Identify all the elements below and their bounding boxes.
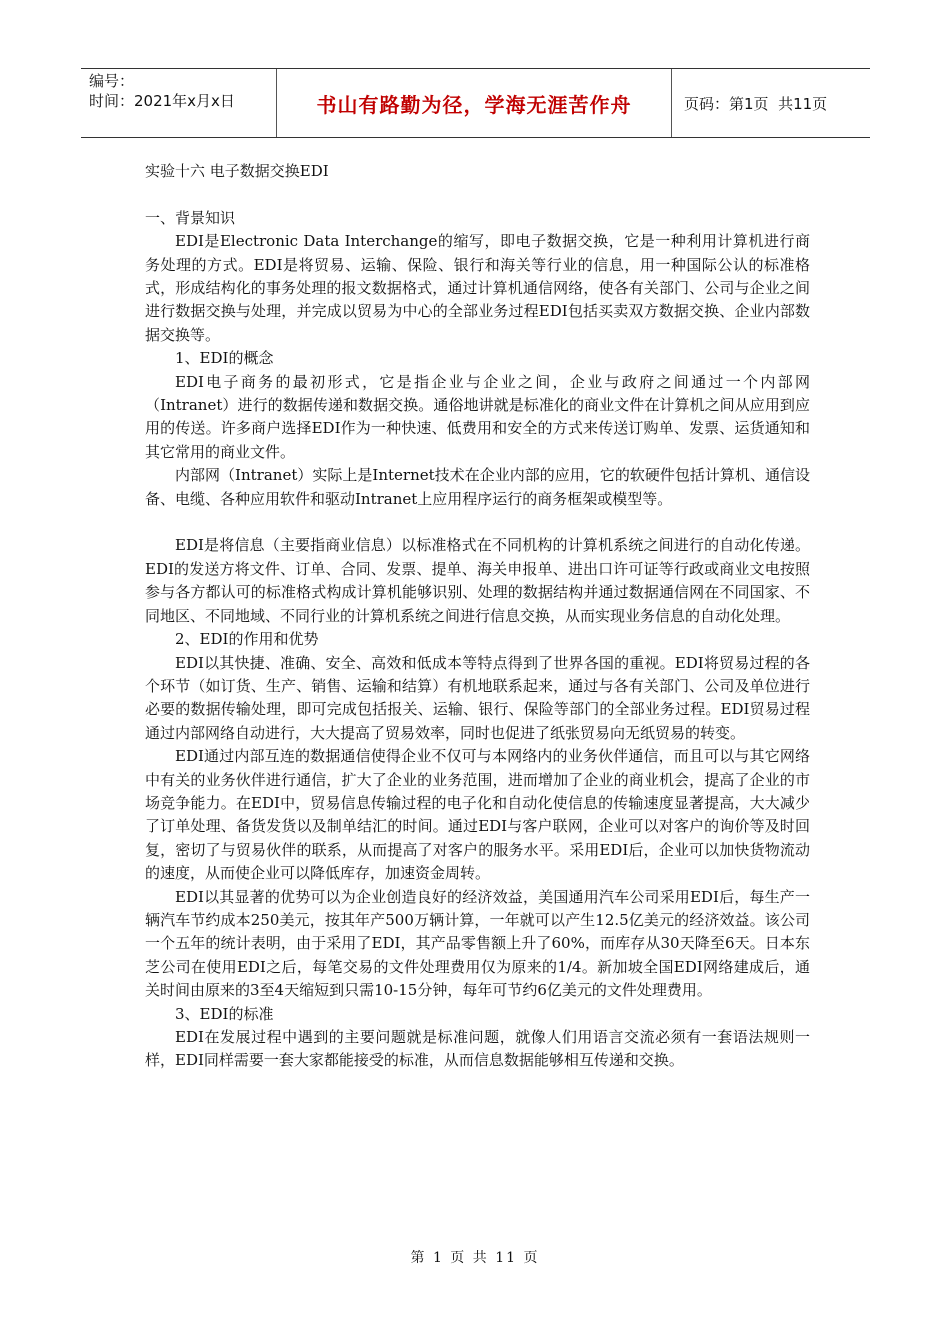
header-motto: 书山有路勤为径，学海无涯苦作舟 <box>277 69 672 137</box>
header-page-info-text: 页码：第1页 共11页 <box>684 94 828 113</box>
subsection-heading: 3、EDI的标准 <box>175 1004 274 1023</box>
paragraph: EDI电子商务的最初形式，它是指企业与企业之间，企业与政府之间通过一个内部网（Intranet）进行的数据传递和数据交换。通俗地讲就是标准化的商业文件在计算机之间从应用到应用的传送。许多商户选择EDI作为一种快速、低费用和安全的方式来传送订购单、发票、运货通知和其它常用的商业文件。 <box>145 372 810 461</box>
blank-line <box>145 511 810 534</box>
document-title: 实验十六 电子数据交换EDI <box>145 162 329 180</box>
header-page-info <box>672 69 870 137</box>
paragraph: EDI在发展过程中遇到的主要问题就是标准问题，就像人们用语言交流必须有一套语法规则一样，EDI同样需要一套大家都能接受的标准，从而信息数据能够相互传递和交换。 <box>145 1028 810 1070</box>
subsection-heading: 2、EDI的作用和优势 <box>175 630 319 649</box>
header-time-label: 时间：2021年x月x日 <box>89 92 235 110</box>
page-header <box>81 68 870 138</box>
page-footer: 第 1 页 共 11 页 <box>410 1250 540 1266</box>
paragraph: EDI以其显著的优势可以为企业创造良好的经济效益，美国通用汽车公司采用EDI后，每生产一辆汽车节约成本250美元，按其年产500万辆计算，一年就可以产生12.5亿美元的经济效益。该公司一个五年的统计表明，由于采用了EDI，其产品零售额上升了60%，而库存从30天降至6天。日本东芝公司在使用EDI之后，每笔交易的文件处理费用仅为原来的1/4。新加坡全国EDI网络建成后，通关时间由原来的3至4天缩短到只需10-15分钟，每年可节约6亿美元的文件处理费用。 <box>145 887 810 1000</box>
paragraph: EDI是Electronic Data Interchange的缩写，即电子数据交换，它是一种利用计算机进行商务处理的方式。EDI是将贸易、运输、保险、银行和海关等行业的信息，用一种国际公认的标准格式，形成结构化的事务处理的报文数据格式，通过计算机通信网络，使各有关部门、公司与企业之间进行数据交换与处理，并完成以贸易为中心的全部业务过程EDI包括买卖双方数据交换、企业内部数据交换等。 <box>145 232 810 344</box>
subsection-heading: 1、EDI的概念 <box>175 349 274 368</box>
header-meta <box>81 69 277 137</box>
section-heading: 一、背景知识 <box>145 208 236 227</box>
paragraph: 内部网（Intranet）实际上是Internet技术在企业内部的应用，它的软硬件包括计算机、通信设备、电缆、各种应用软件和驱动Intranet上应用程序运行的商务框架或模型等。 <box>145 466 810 508</box>
paragraph: EDI是将信息（主要指商业信息）以标准格式在不同机构的计算机系统之间进行的自动化传递。EDI的发送方将文件、订单、合同、发票、提单、海关申报单、进出口许可证等行政或商业文电按照参与各方都认可的标准格式构成计算机能够识别、处理的数据结构并通过数据通信网在不同国家、不同地区、不同地域、不同行业的计算机系统之间进行信息交换，从而实现业务信息的自动化处理。 <box>145 536 810 625</box>
paragraph: EDI通过内部互连的数据通信使得企业不仅可与本网络内的业务伙伴通信，而且可以与其它网络中有关的业务伙伴进行通信，扩大了企业的业务范围，进而增加了企业的商业机会，提高了企业的市场竞争能力。在EDI中，贸易信息传输过程的电子化和自动化使信息的传输速度显著提高，大大减少了订单处理、备货发货以及制单结汇的时间。通过EDI与客户联网，企业可以对客户的询价等及时回复，密切了与贸易伙伴的联系，从而提高了对客户的服务水平。采用EDI后，企业可以加快货物流动的速度，从而使企业可以降低库存，加速资金周转。 <box>145 747 810 883</box>
header-number-label: 编号： <box>89 72 135 90</box>
paragraph: EDI以其快捷、准确、安全、高效和低成本等特点得到了世界各国的重视。EDI将贸易过程的各个环节（如订货、生产、销售、运输和结算）有机地联系起来，通过与各有关部门、公司及单位进行必要的数据传输处理，即可完成包括报关、运输、银行、保险等部门的全部业务过程。EDI贸易过程通过内部网络自动进行，大大提高了贸易效率，同时也促进了纸张贸易向无纸贸易的转变。 <box>145 653 810 742</box>
document-body <box>145 160 810 1073</box>
